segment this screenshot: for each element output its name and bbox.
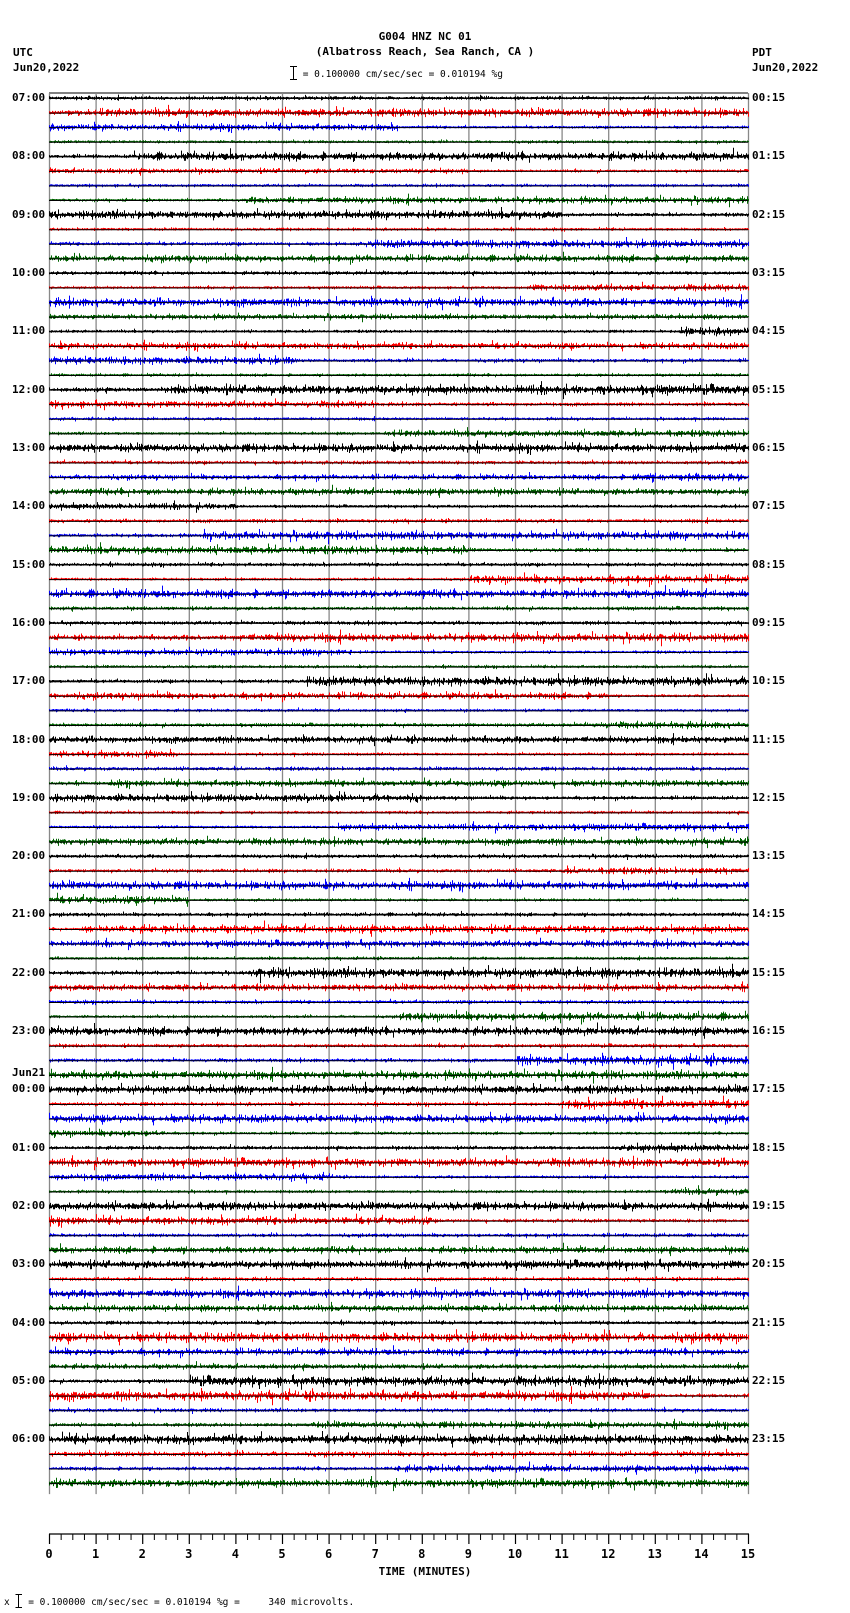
seismic-trace <box>50 689 749 702</box>
seismic-trace <box>50 911 749 918</box>
seismic-trace <box>50 720 749 731</box>
pdt-hour-label: 03:15 <box>752 265 786 279</box>
x-tick-label: 15 <box>740 1547 756 1561</box>
seismic-trace <box>50 1243 749 1256</box>
seismic-trace <box>50 517 749 524</box>
pdt-hour-label: 15:15 <box>752 965 786 979</box>
left-timezone: UTC <box>13 46 33 59</box>
seismic-trace <box>50 664 749 669</box>
pdt-hour-label: 06:15 <box>752 440 786 454</box>
seismic-trace <box>50 105 749 118</box>
utc-hour-label: 21:00 <box>12 907 46 921</box>
seismic-trace <box>50 866 749 875</box>
seismic-trace <box>50 878 749 893</box>
seismic-trace <box>50 791 749 803</box>
seismic-trace <box>50 921 749 937</box>
right-date: Jun20,2022 <box>752 61 819 74</box>
seismic-trace <box>50 1462 749 1475</box>
utc-hour-label: 17:00 <box>12 674 46 688</box>
x-tick-label: 11 <box>554 1547 569 1561</box>
pdt-hour-label: 10:15 <box>752 674 786 688</box>
date-change-label: Jun21 <box>12 1066 46 1080</box>
seismic-trace <box>50 459 749 465</box>
utc-hour-label: 19:00 <box>12 790 46 804</box>
seismic-trace <box>50 585 749 600</box>
pdt-hour-label: 20:15 <box>752 1257 786 1271</box>
seismic-trace <box>50 252 749 265</box>
seismic-trace <box>50 1096 749 1110</box>
utc-hour-label: 18:00 <box>12 732 46 746</box>
scale-legend-bottom <box>4 1594 354 1609</box>
utc-hour-label: 05:00 <box>12 1374 46 1388</box>
x-tick-label: 5 <box>278 1547 286 1561</box>
left-date: Jun20,2022 <box>13 61 80 74</box>
pdt-hour-label: 02:15 <box>752 207 786 221</box>
utc-hour-label: 09:00 <box>12 207 46 221</box>
seismic-trace <box>50 810 749 816</box>
seismic-trace <box>50 1320 749 1326</box>
seismic-trace <box>50 227 749 232</box>
x-tick-label: 8 <box>418 1547 426 1561</box>
seismic-trace <box>50 1431 749 1448</box>
x-tick-label: 3 <box>185 1547 193 1561</box>
seismic-trace <box>50 893 749 907</box>
seismic-trace <box>50 529 749 544</box>
seismic-trace <box>50 354 749 365</box>
scale-text: = 0.100000 cm/sec/sec = 0.010194 %g = 340 microvolts. <box>28 1597 355 1608</box>
utc-hour-label: 00:00 <box>12 1082 46 1096</box>
seismic-trace <box>50 237 749 249</box>
x-tick-label: 6 <box>324 1547 333 1561</box>
utc-hour-label: 03:00 <box>12 1257 46 1271</box>
seismic-trace <box>50 765 749 771</box>
x-tick-label: 2 <box>138 1547 146 1561</box>
x-axis-label: TIME (MINUTES) <box>378 1565 472 1578</box>
seismic-trace <box>50 1199 749 1212</box>
scale-bar-icon <box>15 1594 22 1608</box>
pdt-hour-label: 16:15 <box>752 1024 786 1038</box>
pdt-hour-label: 00:15 <box>752 91 786 104</box>
x-tick-label: 10 <box>507 1547 523 1561</box>
x-tick-label: 0 <box>45 1547 53 1561</box>
seismic-trace <box>50 542 749 555</box>
pdt-hour-label: 21:15 <box>752 1315 786 1329</box>
seismic-trace <box>50 372 749 377</box>
pdt-hour-label: 14:15 <box>752 907 786 921</box>
station-location: (Albatross Reach, Sea Ranch, CA ) <box>315 45 535 58</box>
seismic-trace <box>50 427 749 438</box>
seismic-trace <box>50 981 749 992</box>
seismic-trace <box>50 673 749 687</box>
x-tick-label: 7 <box>371 1547 379 1561</box>
utc-hour-label: 04:00 <box>12 1315 46 1329</box>
utc-hour-label: 08:00 <box>12 149 46 163</box>
pdt-hour-label: 04:15 <box>752 324 786 338</box>
x-tick-label: 4 <box>231 1547 240 1561</box>
utc-hour-label: 06:00 <box>12 1432 46 1446</box>
seismic-trace <box>50 340 749 352</box>
seismic-trace <box>50 1361 749 1371</box>
pdt-hour-label: 17:15 <box>752 1082 786 1096</box>
x-tick-label: 1 <box>91 1547 100 1561</box>
pdt-hour-label: 11:15 <box>752 732 786 746</box>
utc-hour-label: 15:00 <box>12 557 46 571</box>
seismic-trace <box>50 485 749 498</box>
scale-prefix: x <box>4 1597 10 1608</box>
seismic-trace <box>50 1082 749 1095</box>
seismic-trace <box>50 707 749 713</box>
pdt-hour-label: 13:15 <box>752 849 786 863</box>
seismic-trace <box>50 1345 749 1358</box>
seismic-trace <box>50 749 749 759</box>
utc-hour-label: 01:00 <box>12 1140 46 1154</box>
x-tick-label: 12 <box>600 1547 616 1561</box>
pdt-hour-label: 05:15 <box>752 382 786 396</box>
seismic-trace <box>50 1185 749 1196</box>
seismic-trace <box>50 441 749 456</box>
utc-hour-label: 02:00 <box>12 1199 46 1213</box>
x-tick-label: 13 <box>647 1547 663 1561</box>
seismic-trace <box>50 561 749 567</box>
seismic-trace <box>50 121 749 133</box>
seismic-trace <box>50 269 749 276</box>
pdt-hour-label: 18:15 <box>752 1140 786 1154</box>
x-tick-label: 14 <box>694 1547 709 1561</box>
seismic-trace <box>50 282 749 292</box>
pdt-hour-label: 07:15 <box>752 499 786 513</box>
pdt-hour-label: 09:15 <box>752 615 786 629</box>
utc-hour-label: 13:00 <box>12 440 46 454</box>
seismic-trace <box>50 1302 749 1313</box>
station-title: G004 HNZ NC 01 <box>378 30 472 43</box>
seismic-trace <box>50 1419 749 1431</box>
utc-hour-label: 12:00 <box>12 382 46 396</box>
seismic-trace <box>50 647 749 657</box>
utc-hour-label: 14:00 <box>12 499 46 513</box>
utc-hour-label: 23:00 <box>12 1024 46 1038</box>
pdt-hour-label: 23:15 <box>752 1432 786 1446</box>
utc-hour-label: 16:00 <box>12 615 46 629</box>
x-tick-label: 9 <box>464 1547 473 1561</box>
seismic-trace <box>50 207 749 220</box>
utc-hour-label: 10:00 <box>12 265 46 279</box>
utc-hour-label: 20:00 <box>12 849 46 863</box>
pdt-hour-label: 12:15 <box>752 790 786 804</box>
seismic-trace <box>50 999 749 1005</box>
utc-hour-label: 11:00 <box>12 324 46 338</box>
scale-text: = 0.100000 cm/sec/sec = 0.010194 %g <box>302 69 503 80</box>
pdt-hour-label: 22:15 <box>752 1374 786 1388</box>
seismic-trace <box>50 148 749 163</box>
utc-hour-label: 07:00 <box>12 91 46 104</box>
seismic-trace <box>50 1128 749 1138</box>
seismic-trace <box>50 1449 749 1459</box>
utc-hour-label: 22:00 <box>12 965 46 979</box>
pdt-hour-label: 19:15 <box>752 1199 786 1213</box>
right-timezone: PDT <box>752 46 772 59</box>
seismic-trace <box>50 1023 749 1039</box>
seismic-trace <box>50 95 749 101</box>
pdt-hour-label: 01:15 <box>752 149 786 163</box>
pdt-hour-label: 08:15 <box>752 557 786 571</box>
